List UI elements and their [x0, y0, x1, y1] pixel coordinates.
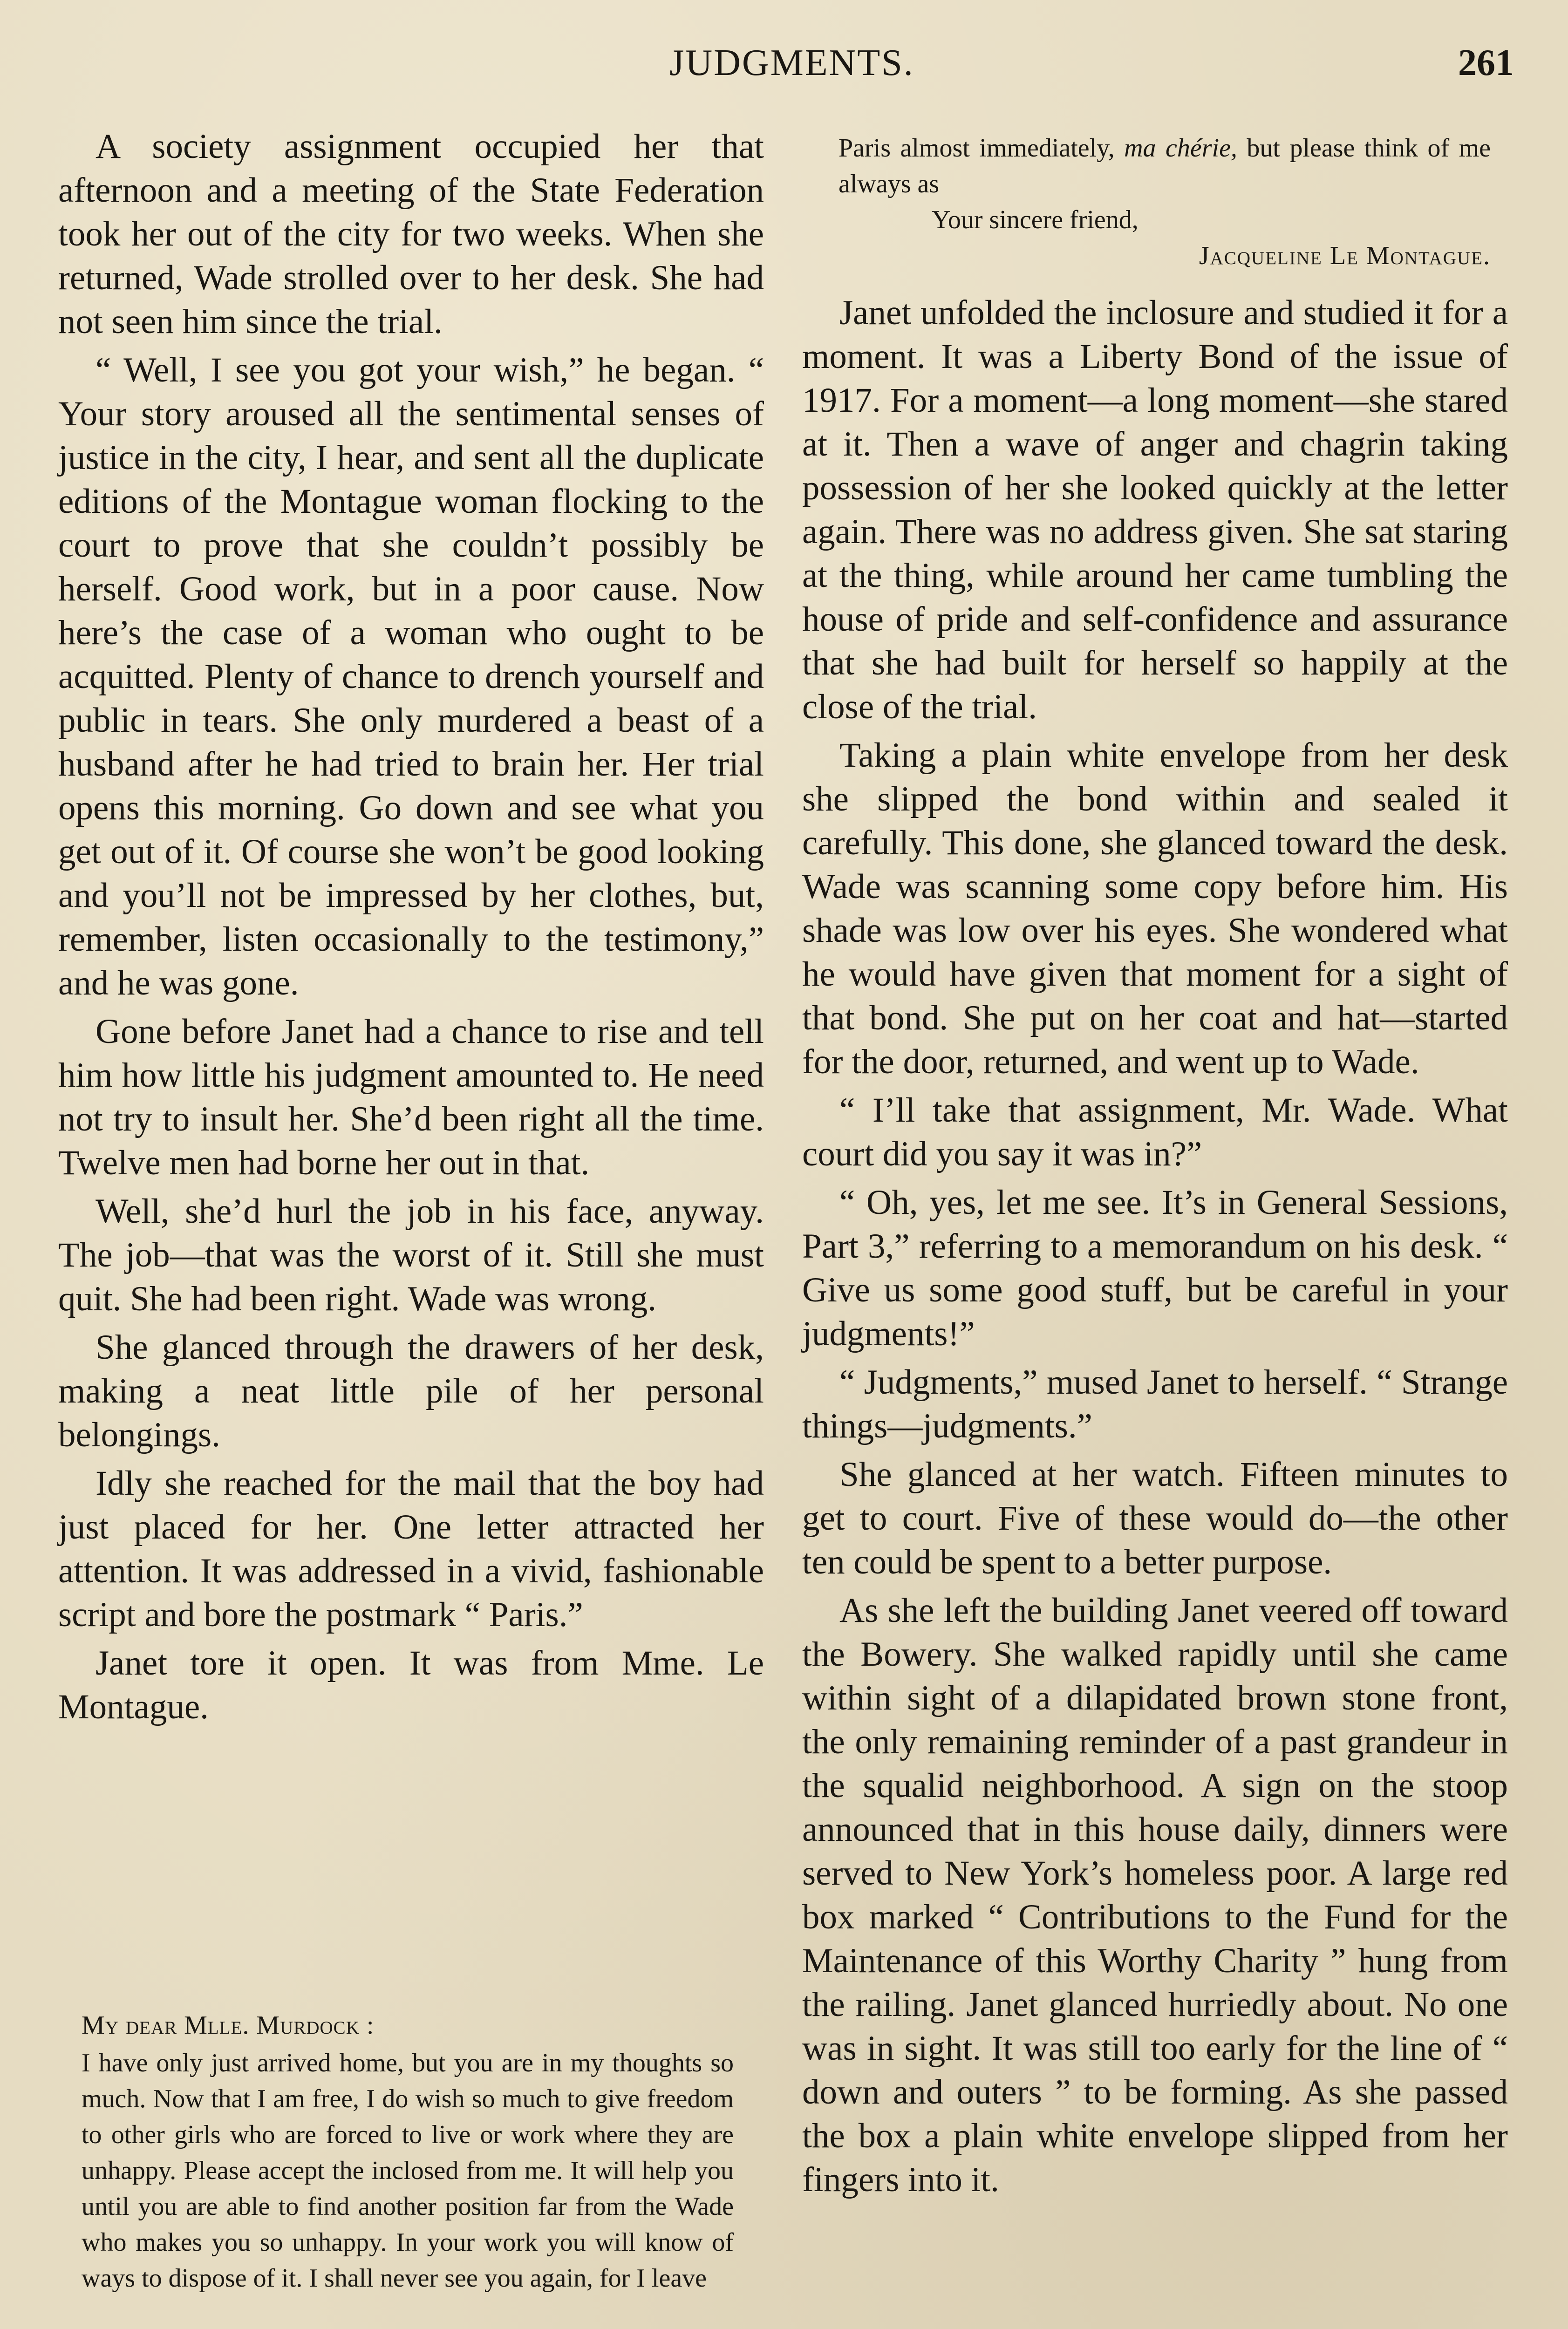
- letter-signature: Jacqueline Le Montague.: [1199, 241, 1491, 270]
- left-column: [58, 125, 764, 1734]
- right-column: [802, 291, 1508, 2206]
- letter-body: I have only just arrived home, but you are in my thoughts so much. Now that I am free, I do wish so much to give freedom to other girls who are forced to live or work where they are unhappy. Please accept the inclosed from me. It will help you until you are able to find another position far from the Wade who makes you so unhappy. In your work you will know of ways to dispose of it. I shall never see you again, for I leave: [82, 2049, 734, 2293]
- page-number: 261: [1458, 42, 1514, 83]
- letter-closing: Your sincere friend,: [932, 205, 1139, 234]
- letter-italic-phrase: ma chérie,: [1124, 134, 1237, 163]
- paragraph: “ Well, I see you got your wish,” he began. “ Your story aroused all the sentimental senses of justice in the city, I hear, and sent all the duplicate editions of the Montague woman flocking to the court to prove that she couldn’t possibly be herself. Good work, but in a poor cause. Now here’s the case of a woman who ought to be acquitted. Plenty of chance to drench yourself and public in tears. She only murdered a beast of a husband after he had tried to brain her. Her trial opens this morning. Go down and see what you get out of it. Of course she won’t be good looking and you’ll not be impressed by her clothes, but, remember, listen occasionally to the testimony,” and he was gone.: [58, 351, 764, 1002]
- paragraph: As she left the building Janet veered off toward the Bowery. She walked rapidly until she came within sight of a dilapidated brown stone front, the only remaining reminder of a past grandeur in the squalid neighborhood. A sign on the stoop announced that in this house daily, dinners were served to New York’s homeless poor. A large red box marked “ Contributions to the Fund for the Maintenance of this Worthy Charity ” hung from the railing. Janet glanced hurriedly about. No one was in sight. It was still too early for the line of “ down and outers ” to be forming. As she passed the box a plain white envelope slipped from her fingers into it.: [802, 1591, 1508, 2199]
- paragraph: Well, she’d hurl the job in his face, anyway. The job—that was the worst of it. Still she must quit. She had been right. Wade was wrong.: [58, 1192, 764, 1318]
- paragraph: She glanced at her watch. Fifteen minutes to get to court. Five of these would do—the other ten could be spent to a better purpose.: [802, 1455, 1508, 1581]
- paragraph: She glanced through the drawers of her desk, making a neat little pile of her personal belongings.: [58, 1328, 764, 1454]
- paragraph: Taking a plain white envelope from her desk she slipped the bond within and sealed it carefully. This done, she glanced toward the desk. Wade was scanning some copy before him. His shade was low over his eyes. She wondered what he would have given that moment for a sight of that bond. She put on her coat and hat—started for the door, returned, and went up to Wade.: [802, 736, 1508, 1081]
- letter-continuation-text: [839, 130, 1491, 202]
- letter-continuation: [839, 130, 1491, 274]
- paragraph: Janet tore it open. It was from Mme. Le Montague.: [58, 1644, 764, 1726]
- paragraph: Janet unfolded the inclosure and studied it for a moment. It was a Liberty Bond of the issue of 1917. For a moment—a long moment—she stared at it. Then a wave of anger and chagrin taking possession of her she looked quickly at the letter again. There was no address given. She sat staring at the thing, while around her came tumbling the house of pride and self-confidence and assurance that she had built for herself so happily at the close of the trial.: [802, 293, 1508, 726]
- paragraph: Idly she reached for the mail that the boy had just placed for her. One letter attracted her attention. It was addressed in a vivid, fashionable script and bore the postmark “ Paris.”: [58, 1464, 764, 1634]
- paragraph: A society assignment occupied her that afternoon and a meeting of the State Federation took her out of the city for two weeks. When she returned, Wade strolled over to her desk. She had not seen him since the trial.: [58, 127, 764, 341]
- running-head-title: JUDGMENTS.: [669, 42, 914, 83]
- letter-text-after: but please think of me always as: [839, 134, 1491, 198]
- paragraph: “ Judgments,” mused Janet to herself. “ Strange things—judgments.”: [802, 1363, 1508, 1445]
- paragraph: “ I’ll take that assignment, Mr. Wade. What court did you say it was in?”: [802, 1091, 1508, 1173]
- letter-block: [82, 2008, 734, 2296]
- letter-text-before: Paris almost immediately,: [839, 134, 1125, 163]
- letter-salutation: My dear Mlle. Murdock :: [82, 2011, 375, 2040]
- paragraph: “ Oh, yes, let me see. It’s in General Sessions, Part 3,” referring to a memorandum on his desk. “ Give us some good stuff, but be careful in your judgments!”: [802, 1183, 1508, 1353]
- paragraph: Gone before Janet had a chance to rise and tell him how little his judgment amounted to. He need not try to insult her. She’d been right all the time. Twelve men had borne her out in that.: [58, 1012, 764, 1182]
